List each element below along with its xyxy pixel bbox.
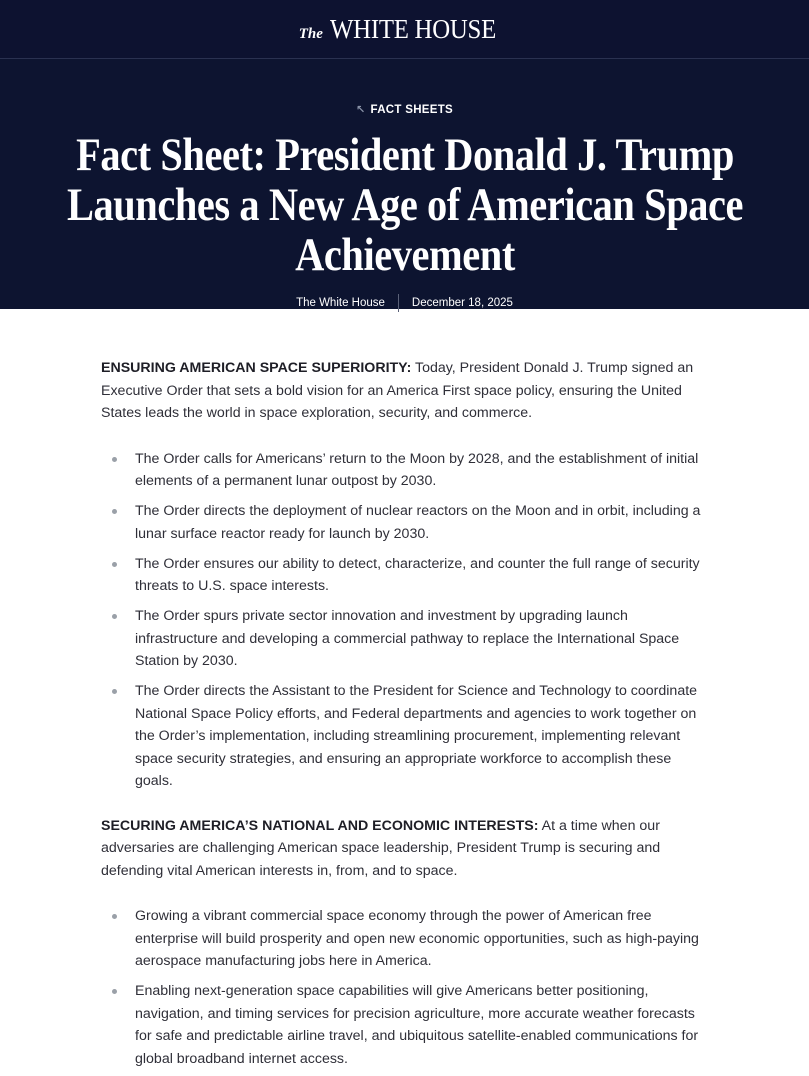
- list-item-text: The Order calls for Americans’ return to the Moon by 2028, and the establishment of initial elements of a permanent lunar outpost by 2030.: [135, 450, 699, 489]
- article-body: [101, 309, 707, 1070]
- logo-prefix: The: [298, 25, 323, 42]
- bullet-icon: [112, 509, 117, 514]
- list-item: [101, 605, 707, 673]
- category-link[interactable]: [356, 103, 453, 116]
- list-item-text: The Order directs the deployment of nuclear reactors on the Moon and in orbit, including a lunar surface reactor ready for launch by 2030.: [135, 503, 701, 542]
- publish-date: December 18, 2025: [411, 297, 513, 309]
- list-item: [101, 680, 707, 793]
- bullet-icon: [112, 989, 117, 994]
- arrow-up-left-icon: ↖: [355, 104, 366, 116]
- list-item: [101, 448, 707, 493]
- list-item: [101, 553, 707, 598]
- list-item-text: The Order ensures our ability to detect, characterize, and counter the full range of security threats to U.S. space interests.: [135, 555, 700, 594]
- list-item-text: The Order directs the Assistant to the President for Science and Technology to coordinate National Space Policy efforts, and Federal departments and agencies to work together on the Order’s implementation, including streamlining procurement, implementing relevant space security strategies, and ensuring an appropriate workforce to accomplish these goals.: [135, 683, 698, 789]
- section-intro: [101, 815, 707, 883]
- bullet-icon: [112, 614, 117, 619]
- section-heading: ENSURING AMERICAN SPACE SUPERIORITY:: [101, 360, 412, 376]
- bullet-icon: [112, 457, 117, 462]
- article-hero: [0, 59, 809, 309]
- list-item-text: The Order spurs private sector innovation and investment by upgrading launch infrastructure and developing a commercial pathway to replace the International Space Station by 2030.: [135, 608, 680, 669]
- bullet-icon: [112, 562, 117, 567]
- section-heading: SECURING AMERICA’S NATIONAL AND ECONOMIC INTERESTS:: [101, 817, 539, 834]
- logo-text: WHITE HOUSE: [329, 13, 496, 44]
- section-intro: [101, 357, 707, 425]
- list-item-text: Growing a vibrant commercial space economy through the power of American free enterprise will build prosperity and open new economic opportunities, such as high-paying aerospace manufacturing jobs here in America.: [135, 908, 699, 969]
- section-intro-text: At a time when our adversaries are challenging American space leadership, President Trump is securing and defending vital American interests in, from, and to space.: [101, 817, 661, 879]
- white-house-logo[interactable]: [299, 14, 511, 45]
- bullet-list: [101, 905, 707, 1070]
- bullet-icon: [112, 689, 117, 694]
- list-item: [101, 980, 707, 1070]
- bullet-list: [101, 448, 707, 793]
- site-header: [0, 0, 809, 59]
- bullet-icon: [112, 914, 117, 919]
- list-item: [101, 500, 707, 545]
- list-item: [101, 905, 707, 973]
- section-intro-text: Today, President Donald J. Trump signed an Executive Order that sets a bold vision for an America First space policy, ensuring the United States leads the world in space exploration, security, and commerce.: [101, 360, 694, 421]
- author: The White House: [296, 297, 385, 309]
- category-label: FACT SHEETS: [370, 103, 454, 116]
- page-title: Fact Sheet: President Donald J. Trump Launches a New Age of American Space Achievement: [66, 129, 743, 281]
- list-item-text: Enabling next-generation space capabilities will give Americans better positioning, navigation, and timing services for precision agriculture, more accurate weather forecasts for safe and predictable airline travel, and ubiquitous satellite-enabled communications for global broadband internet access.: [135, 983, 699, 1067]
- article-meta: [296, 294, 513, 312]
